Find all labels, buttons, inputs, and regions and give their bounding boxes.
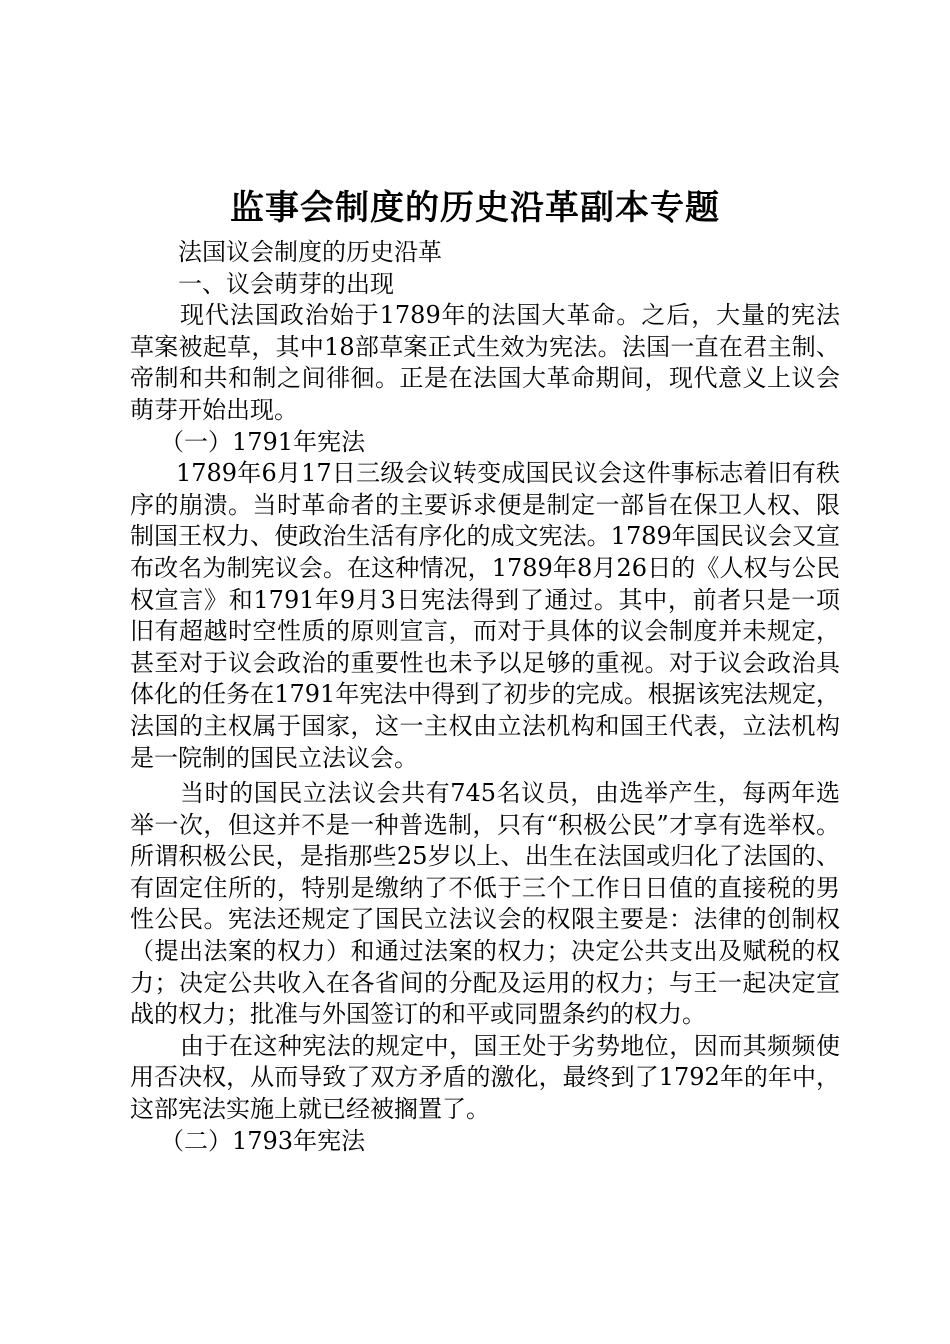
document-body <box>130 237 840 1157</box>
paragraph: 现代法国政治始于1789年的法国大革命。之后，大量的宪法草案被起草，其中18部草案正式生效为宪法。法国一直在君主制、帝制和共和制之间徘徊。正是在法国大革命期间，现代意义上议会萌芽开始出现。 <box>130 301 840 424</box>
paragraph: 由于在这种宪法的规定中，国王处于劣势地位，因而其频频使用否决权，从而导致了双方矛盾的激化，最终到了1792年的年中，这部宪法实施上就已经被搁置了。 <box>130 1031 840 1124</box>
subsection-heading: （二）1793年宪法 <box>160 1126 366 1155</box>
section-heading: 一、议会萌芽的出现 <box>178 269 394 298</box>
subtitle-line: 法国议会制度的历史沿革 <box>178 238 442 266</box>
subsection-heading: （一）1791年宪法 <box>160 427 366 456</box>
page-title: 监事会制度的历史沿革副本专题 <box>230 188 720 228</box>
paragraph: 当时的国民立法议会共有745名议员，由选举产生，每两年选举一次，但这并不是一种普选制，只有“积极公民”才享有选举权。所谓积极公民，是指那些25岁以上、出生在法国或归化了法国的、有固定住所的，特别是缴纳了不低于三个工作日日值的直接税的男性公民。宪法还规定了国民立法议会的权限主要是：法律的创制权（提出法案的权力）和通过法案的权力；决定公共支出及赋税的权力；决定公共收入在各省间的分配及运用的权力；与王一起决定宣战的权力；批准与外国签订的和平或同盟条约的权力。 <box>130 779 840 1029</box>
paragraph: 1789年6月17日三级会议转变成国民议会这件事标志着旧有秩序的崩溃。当时革命者的主要诉求便是制定一部旨在保卫人权、限制国王权力、使政治生活有序化的成文宪法。1789年国民议会又宣布改名为制宪议会。在这种情况，1789年8月26日的《人权与公民权宣言》和1791年9月3日宪法得到了通过。其中，前者只是一项旧有超越时空性质的原则宣言，而对于具体的议会制度并未规定，甚至对于议会政治的重要性也未予以足够的重视。对于议会政治具体化的任务在1791年宪法中得到了初步的完成。根据该宪法规定，法国的主权属于国家，这一主权由立法机构和国王代表，立法机构是一院制的国民立法议会。 <box>130 459 840 772</box>
